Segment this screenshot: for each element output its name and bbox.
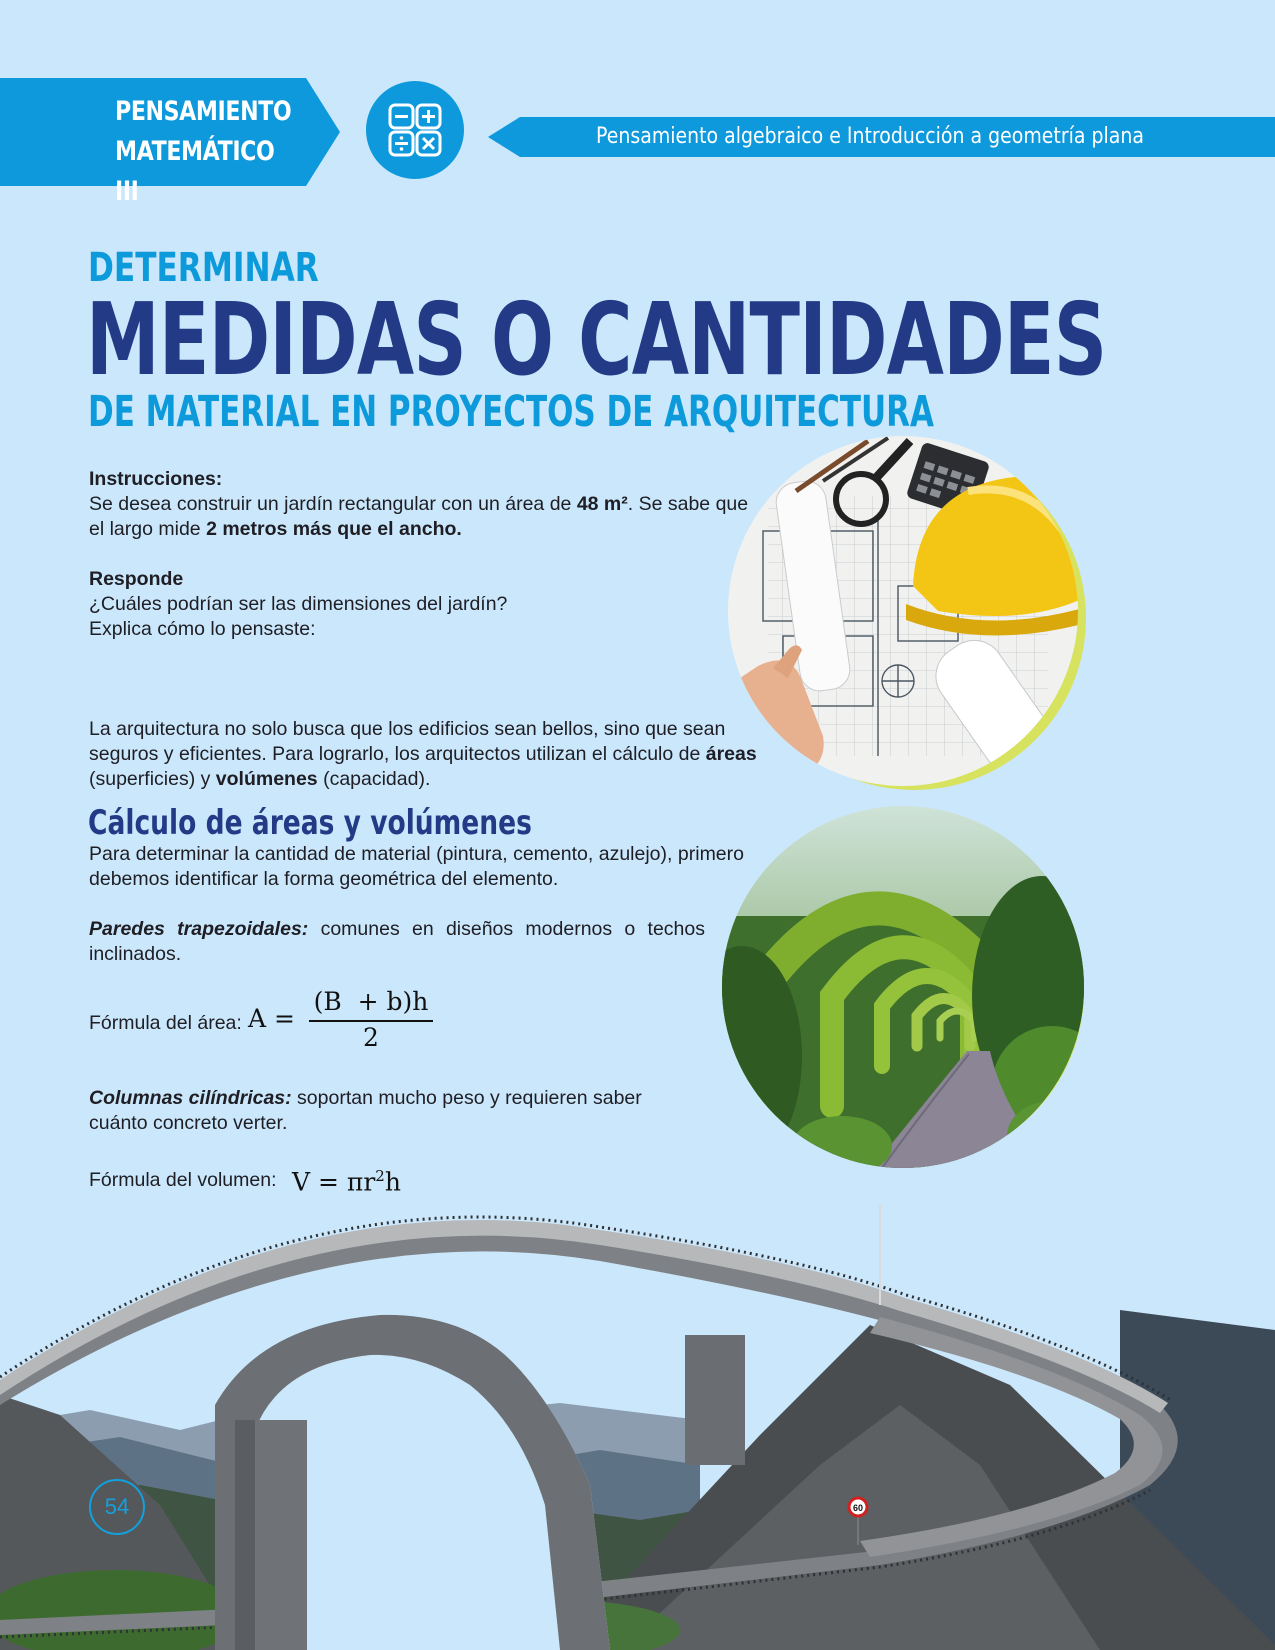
cylinder-paragraph: Columnas cilíndricas: soportan mucho peso y requieren saber cuánto concreto verter. [89,1087,642,1134]
respond-label: Responde [89,568,184,590]
instructions-block: Instrucciones: Se desea construir un jardín rectangular con un área de 48 m². Se sabe que el largo mide 2 metros más que el ancho. [89,468,749,540]
topic-label: Pensamiento algebraico e Introducción a geometría plana [596,124,1144,149]
subject-tab [0,78,340,207]
subject-title: PENSAMIENTO MATEMÁTICO III [115,96,292,207]
bridge-photo [0,1205,1275,1650]
volume-formula: Fórmula del volumen: $V = \pi r^2h$ [89,1167,401,1197]
page-subtitle: DE MATERIAL EN PROYECTOS DE ARQUITECTURA [88,387,934,437]
section-heading: Cálculo de áreas y volúmenes [88,803,532,843]
respond-prompt: Explica cómo lo pensaste: [89,618,316,640]
calculator-icon [366,81,464,179]
speed-sign: 60 [852,1503,864,1513]
trapezoid-paragraph: Paredes trapezoidales: comunes en diseños modernos o techos inclinados. [89,918,705,965]
section-intro: Para determinar la cantidad de material (pintura, cemento, azulejo), primero debemos identificar la forma geométrica del elemento. [89,843,744,890]
instructions-label: Instrucciones: [89,468,223,490]
respond-block [89,567,749,642]
intro-paragraph: La arquitectura no solo busca que los edificios sean bellos, sino que sean seguros y eficientes. Para lograrlo, los arquitectos utilizan el cálculo de áreas (superficies) y volúmenes (capacidad). [89,718,757,790]
area-fraction: (B + b)h 2 [309,986,433,1054]
page-number: 54 [89,1479,145,1535]
page-title: MEDIDAS O CANTIDADES [86,281,1107,398]
area-formula: Fórmula del área: A = (B + b)h 2 [89,986,509,1056]
blueprints-photo [728,436,1088,796]
title-kicker: DETERMINAR [88,245,319,291]
respond-question: ¿Cuáles podrían ser las dimensiones del jardín? [89,593,508,615]
garden-photo [722,806,1082,1166]
topic-banner [488,117,1275,157]
